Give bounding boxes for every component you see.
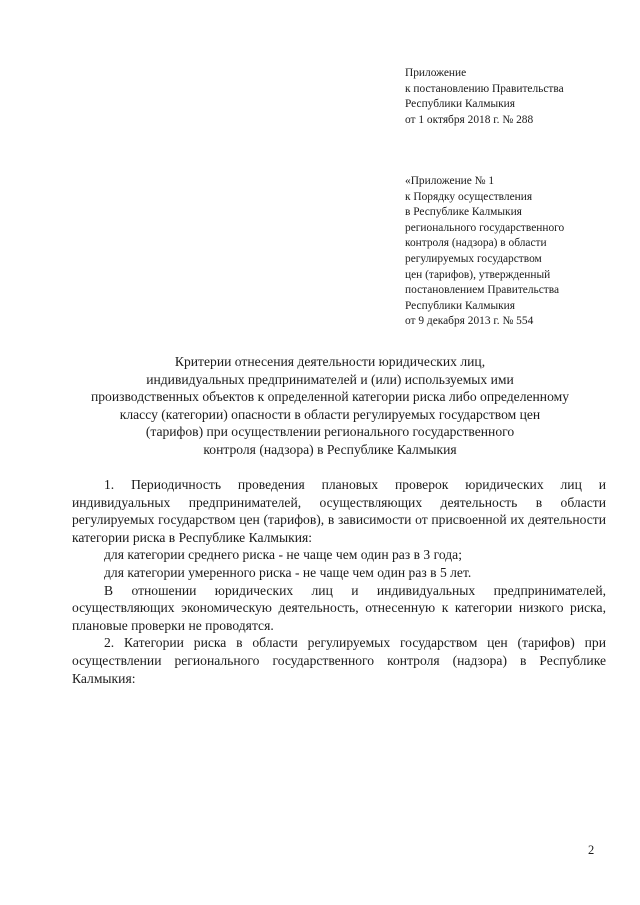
appendix-header-line: Республики Калмыкия [405,98,516,111]
document-body [72,476,606,687]
paragraph-1: 1. Периодичность проведения плановых проверок юридических лиц и индивидуальных предпринимателей, осуществляющих деятельность в области регулируемых государством цен (тарифов), в зависимости от присвоенной их деятельности категории риска в Республике Калмыкия: [72,477,606,545]
appendix-header-2-line: от 9 декабря 2013 г. № 554 [405,315,534,328]
title-line: Критерии отнесения деятельности юридических лиц, [174,354,486,369]
appendix-header-line: Приложение [405,67,467,79]
paragraph-low-risk: В отношении юридических лиц и индивидуальных предпринимателей, осуществляющих экономическую деятельность, отнесенную к категории низкого риска, плановые проверки не проводятся. [72,582,606,633]
title-line: контроля (надзора) в Республике Калмыкия [203,441,457,457]
page-number: 2 [588,843,595,857]
appendix-header-2-line: постановлением Правительства [405,284,560,297]
paragraph-moderate-risk: для категории умеренного риска - не чаще чем один раз в 5 лет. [104,564,472,580]
paragraph-2: 2. Категории риска в области регулируемых государством цен (тарифов) при осуществлении регионального государственного контроля (надзора) в Республике Калмыкия: [72,635,606,686]
appendix-header [405,66,564,128]
title-line: (тарифов) при осуществлении регионального государственного [145,424,515,440]
document-title [60,353,600,459]
title-line: классу (категории) опасности в области регулируемых государством цен [119,406,541,422]
appendix-header-2-line: Республики Калмыкия [405,299,516,312]
paragraph-medium-risk: для категории среднего риска - не чаще чем один раз в 3 года; [104,547,462,563]
appendix-header-2-line: «Приложение № 1 [405,175,495,187]
appendix-header-2 [405,174,564,330]
appendix-header-2-line: регулируемых государством [405,252,542,265]
appendix-header-line: к постановлению Правительства [405,82,564,95]
appendix-header-line: от 1 октября 2018 г. № 288 [405,113,534,126]
appendix-header-2-line: в Республике Калмыкия [405,206,522,219]
appendix-header-2-line: регионального государственного [405,221,565,234]
title-line: производственных объектов к определенной категории риска либо определенному [90,389,570,405]
appendix-header-2-line: к Порядку осуществления [405,190,533,203]
appendix-header-2-line: цен (тарифов), утвержденный [405,268,551,281]
appendix-header-2-line: контроля (надзора) в области [405,237,547,250]
title-line: индивидуальных предпринимателей и (или) используемых ими [146,371,514,387]
